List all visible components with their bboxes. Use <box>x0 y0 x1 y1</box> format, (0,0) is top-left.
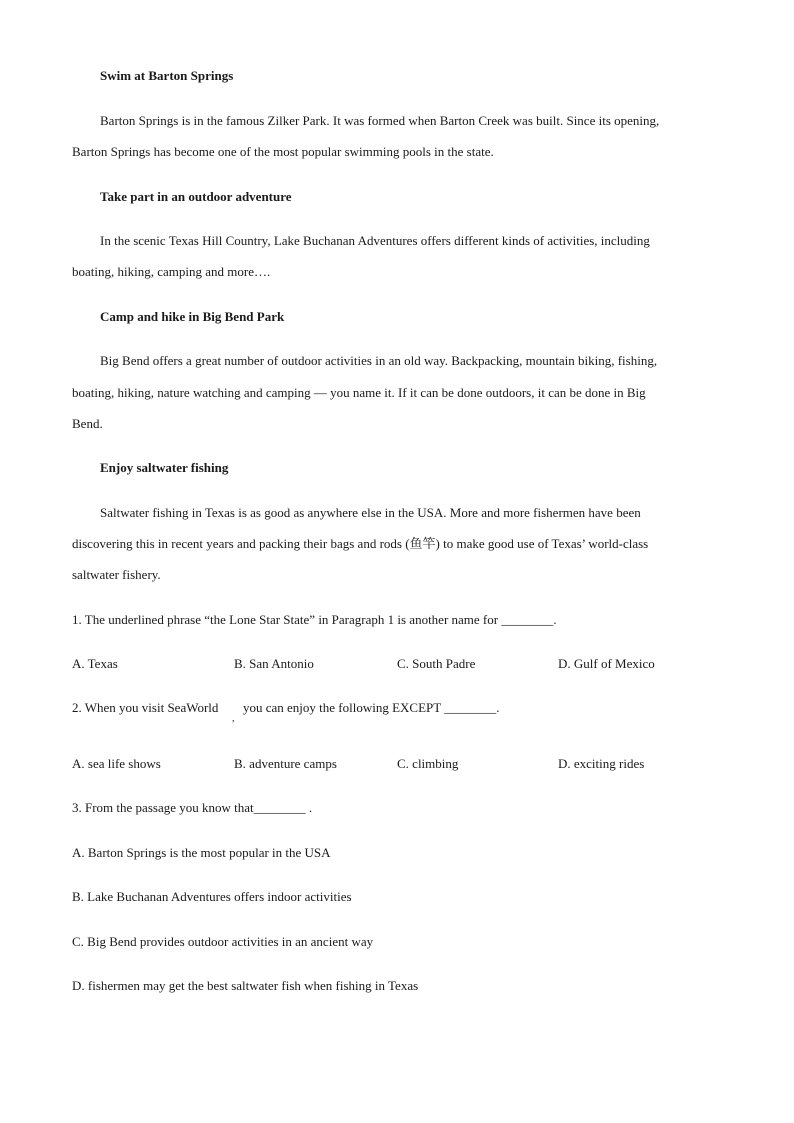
question-3-option-a: A. Barton Springs is the most popular in the USA <box>72 845 331 860</box>
paragraph-line: Barton Springs is in the famous Zilker Park. It was formed when Barton Creek was built. Since its opening, <box>100 113 660 128</box>
section-heading-saltwater-fishing: Enjoy saltwater fishing <box>100 460 229 475</box>
question-3-option-d: D. fishermen may get the best saltwater fish when fishing in Texas <box>72 978 419 993</box>
question-2-option-d: D. exciting rides <box>558 756 645 771</box>
section-heading-outdoor-adventure: Take part in an outdoor adventure <box>100 189 292 204</box>
paragraph-line: Bend. <box>72 416 103 431</box>
question-1-option-c: C. South Padre <box>397 656 476 671</box>
paragraph-line: saltwater fishery. <box>72 567 161 582</box>
question-2-option-b: B. adventure camps <box>234 756 337 771</box>
question-1-option-b: B. San Antonio <box>234 656 314 671</box>
question-2-option-c: C. climbing <box>397 756 459 771</box>
question-3-option-c: C. Big Bend provides outdoor activities in an ancient way <box>72 934 374 949</box>
question-2-text-part1: 2. When you visit SeaWorld <box>72 700 219 715</box>
question-3-option-b: B. Lake Buchanan Adventures offers indoor activities <box>72 889 352 904</box>
paragraph-line: Saltwater fishing in Texas is as good as anywhere else in the USA. More and more fishermen have been <box>100 505 641 520</box>
paragraph-line: boating, hiking, camping and more…. <box>72 264 271 279</box>
question-1-text: 1. The underlined phrase “the Lone Star State” in Paragraph 1 is another name for ________. <box>72 612 557 627</box>
paragraph-line: discovering this in recent years and packing their bags and rods (鱼竿) to make good use of Texas’ world-class <box>72 536 649 551</box>
question-2-text-part2: you can enjoy the following EXCEPT ________. <box>243 700 500 715</box>
question-1-option-a: A. Texas <box>72 656 118 671</box>
question-3-text: 3. From the passage you know that________ . <box>72 800 313 815</box>
paragraph-line: In the scenic Texas Hill Country, Lake Buchanan Adventures offers different kinds of activities, including <box>100 233 650 248</box>
question-2-option-a: A. sea life shows <box>72 756 161 771</box>
paragraph-line: Barton Springs has become one of the most popular swimming pools in the state. <box>72 144 494 159</box>
paragraph-line: Big Bend offers a great number of outdoor activities in an old way. Backpacking, mountain biking, fishing, <box>100 353 658 368</box>
question-2-comma: , <box>232 713 235 724</box>
section-heading-big-bend: Camp and hike in Big Bend Park <box>100 309 285 324</box>
section-heading-barton-springs: Swim at Barton Springs <box>100 68 234 83</box>
paragraph-line: boating, hiking, nature watching and camping — you name it. If it can be done outdoors, it can be done in Big <box>72 385 646 400</box>
question-1-option-d: D. Gulf of Mexico <box>558 656 655 671</box>
